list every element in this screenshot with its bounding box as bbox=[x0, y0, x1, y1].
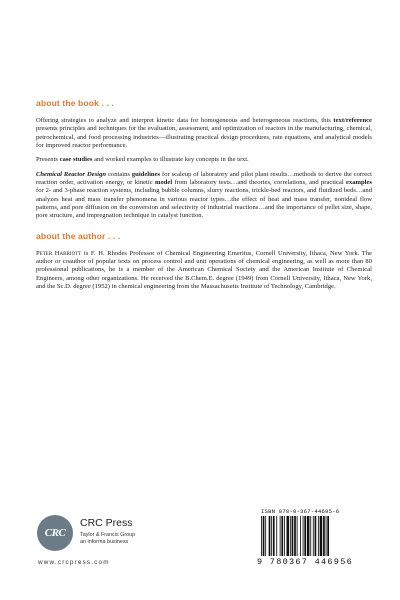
author-name: Peter Harriott bbox=[36, 249, 82, 257]
author-bio: Peter Harriott is F. H. Rhodes Professor of Chemical Engineering Emeritus, Cornell University, Ithaca, New York. The author or coauthor of popular texts on process control and unit operations of chemical engineering, as well as more than 80 professional publications, he is a member of the American Chemical Society and the American Institute of Chemical Engineers, among other organizations. He received the B.Chem.E. degree (1949) from Cornell University, Ithaca, New York, and the Sc.D. degree (1952) in chemical engineering from the Massachusetts Institute of Technology, Cambridge. bbox=[36, 249, 372, 291]
about-book-heading: about the book . . . bbox=[36, 98, 114, 108]
barcode-digits: 9 780367 446956 bbox=[257, 557, 354, 567]
isbn-label: ISBN 978-0-367-44695-6 bbox=[261, 508, 340, 515]
book-paragraph-1: Offering strategies to analyze and interpret kinetic data for homogeneous and heterogeneous reactions, this text/reference presents principles and techniques for the evaluation, assessment, and optimization of reactors in the manufacturing, chemical, petrochemical, and food processing industries—illustrating practical design procedures, rate equations, and analytical models for improved reactor performance. bbox=[36, 117, 372, 150]
about-author-heading: about the author . . . bbox=[36, 230, 121, 241]
book-paragraph-3: Chemical Reactor Design contains guidelines for scaleup of laboratory and pilot plant results…methods to derive the correct reaction order, activation energy, or kinetic model from laboratory tests…and theories, correlations, and practical examples for 2- and 3-phase reaction systems, including bubble columns, slurry reactions, trickle-bed reactors, and fluidized beds…and analyzes heat and mass transfer phenomena in various reactor types…the effect of heat and mass transfer, nonideal flow patterns, and pore diffusion on the conversion and selectivity of industrial reactions…and the importance of pellet size, shape, pore structure, and impregnation technique in catalyst function. bbox=[36, 170, 372, 220]
book-paragraph-2: Presents case studies and worked examples to illustrate key concepts in the text. bbox=[36, 156, 249, 164]
back-cover-text bbox=[36, 98, 372, 298]
barcode-icon bbox=[261, 516, 359, 560]
publisher-tagline: Taylor & Francis Group an informa business bbox=[80, 532, 136, 545]
crc-logo-icon: CRC bbox=[37, 515, 73, 551]
publisher-logo bbox=[37, 515, 197, 575]
publisher-name: CRC Press bbox=[80, 517, 133, 529]
publisher-url: www.crcpress.com bbox=[38, 559, 110, 566]
isbn-barcode-block bbox=[257, 508, 364, 570]
